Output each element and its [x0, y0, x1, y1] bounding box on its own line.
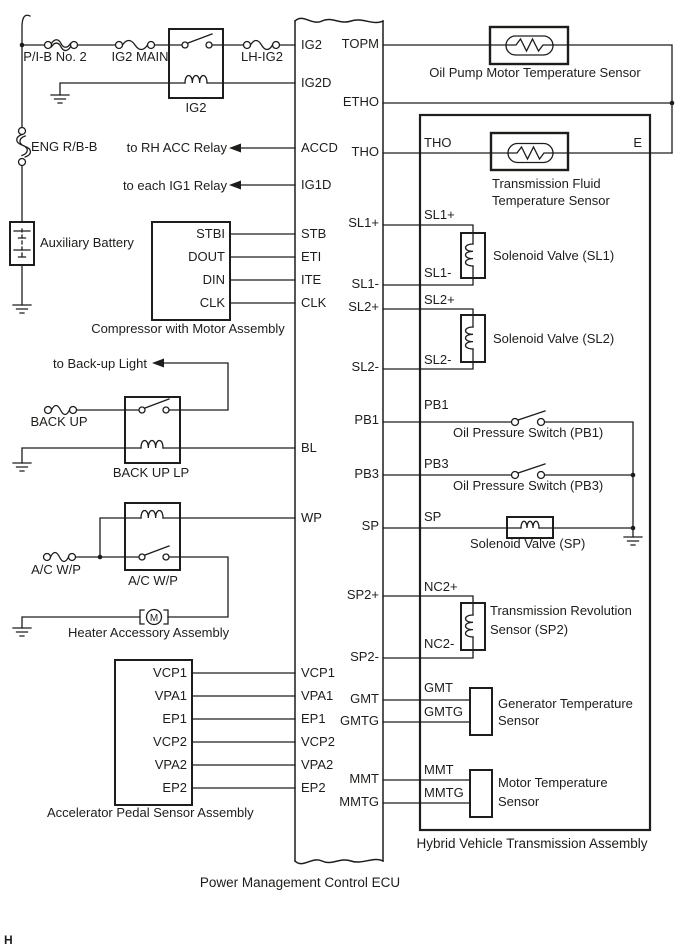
fuse-terminal: [45, 42, 52, 49]
sl2-coil-icon: [466, 327, 474, 349]
compressor-label: Compressor with Motor Assembly: [91, 321, 285, 336]
ecu-right-pin-labels: [339, 36, 379, 809]
sp2-label-line2: Sensor (SP2): [490, 622, 569, 637]
pb1-label: Oil Pressure Switch (PB1): [453, 425, 604, 440]
page-marker: H: [4, 933, 13, 947]
fusible-link-symbol: [17, 135, 31, 158]
trans-pin-e: E: [633, 135, 642, 150]
trans-pin-sp: SP: [424, 509, 442, 524]
generator-sensor-label-line1: Generator Temperature: [498, 696, 633, 711]
accel-pin-vcp2: VCP2: [153, 734, 187, 749]
ecu-pin-sp2-plus: SP2+: [346, 587, 379, 602]
relay-coil-icon: [185, 76, 207, 84]
ecu-pin-mmt: MMT: [349, 771, 379, 786]
ecu-pin-sl1-plus: SL1+: [348, 215, 379, 230]
ecu-left-pin-labels: [301, 37, 338, 795]
left-component-labels: [23, 49, 285, 820]
ground-icon: [624, 537, 642, 545]
left-arrow-icon: [229, 181, 241, 190]
battery-label: Auxiliary Battery: [40, 235, 134, 250]
fuse-symbol: [51, 553, 69, 562]
motor-sensor-label-line2: Sensor: [498, 794, 540, 809]
fuse-terminal: [70, 407, 77, 414]
ecu-pin-stb: STB: [301, 226, 327, 241]
fluid-sensor-box: [491, 133, 568, 170]
sp-coil-icon: [521, 521, 539, 528]
accel-pin-vcp1: VCP1: [153, 665, 187, 680]
relay-contact: [139, 407, 145, 413]
eng-rbb-label: ENG R/B-B: [31, 139, 98, 154]
accel-pin-vpa1: VPA1: [154, 688, 187, 703]
compressor-wires: [230, 234, 295, 303]
fuse-terminal: [148, 42, 155, 49]
trans-pin-gmt: GMT: [424, 680, 453, 695]
ecu-pin-ep2: EP2: [301, 780, 326, 795]
accelerator-label: Accelerator Pedal Sensor Assembly: [47, 805, 254, 820]
generator-sensor-box: [470, 688, 492, 735]
ground-icon: [13, 628, 31, 636]
fuse-terminal: [116, 42, 123, 49]
ecu-pin-ep1: EP1: [301, 711, 326, 726]
fuse-terminal: [19, 159, 26, 166]
accelerator-circuit: [115, 660, 295, 805]
acwp-fuse-label: A/C W/P: [31, 562, 81, 577]
junction-dot: [20, 43, 25, 48]
fluid-sensor-label-line2: Temperature Sensor: [492, 193, 610, 208]
ecu-pin-gmtg: GMTG: [340, 713, 379, 728]
fuse-terminal: [273, 42, 280, 49]
trans-pin-mmtg: MMTG: [424, 785, 464, 800]
motor-sensor-label-line1: Motor Temperature: [498, 775, 608, 790]
relay-contact: [163, 407, 169, 413]
ecu-pin-sl1-minus: SL1-: [351, 276, 379, 291]
backup-relay-label: BACK UP LP: [112, 465, 190, 480]
transmission-assembly-label: Hybrid Vehicle Transmission Assembly: [416, 836, 648, 851]
ecu-pin-eti: ETI: [301, 249, 322, 264]
motor-sensor-box: [470, 770, 492, 817]
relay-contact: [182, 42, 188, 48]
left-arrow-icon: [152, 359, 164, 368]
trans-pin-sl1-minus: SL1-: [424, 265, 452, 280]
trans-pin-sl1-plus: SL1+: [424, 207, 455, 222]
relay-references: [229, 144, 295, 190]
ecu-pin-vcp2: VCP2: [301, 734, 335, 749]
ecu-bus-top-wave: [295, 18, 383, 22]
fuse-terminal: [45, 407, 52, 414]
ecu-pin-gmt: GMT: [350, 691, 379, 706]
trans-pin-pb1: PB1: [424, 397, 449, 412]
generator-sensor-label-line2: Sensor: [498, 713, 540, 728]
relay-contact: [163, 554, 169, 560]
backup-relay-box: [125, 397, 180, 463]
compressor-pin-dout: DOUT: [188, 249, 225, 264]
sp-label: Solenoid Valve (SP): [470, 536, 586, 551]
ecu-pin-vpa2: VPA2: [301, 757, 334, 772]
fuse-terminal: [71, 42, 78, 49]
thermistor-zigzag-icon: [508, 147, 553, 159]
rh-acc-relay-ref-label: to RH ACC Relay: [126, 140, 227, 155]
ig1-relay-ref-label: to each IG1 Relay: [122, 178, 227, 193]
fusible-link-label: P/I-B No. 2: [23, 49, 87, 64]
ecu-pin-topm: TOPM: [341, 36, 379, 51]
backup-light-ref-label: to Back-up Light: [53, 356, 147, 371]
junction-dot: [98, 555, 103, 560]
compressor-pin-stbi: STBI: [196, 226, 225, 241]
oil-pump-sensor-label: Oil Pump Motor Temperature Sensor: [429, 65, 641, 80]
trans-pin-gmtg: GMTG: [424, 704, 463, 719]
fluid-sensor-label-line1: Transmission Fluid: [492, 176, 601, 191]
sp2-coil-icon: [466, 615, 474, 637]
ecu-pin-ig1d: IG1D: [301, 177, 332, 192]
motor-m-letter: M: [149, 613, 159, 624]
accelerator-wires: [192, 673, 295, 788]
ecu-bus-bottom-wave: [295, 859, 383, 863]
ecu-pin-sl2-minus: SL2-: [351, 359, 379, 374]
junction-dot: [670, 101, 675, 106]
ecu-pin-wp: WP: [301, 510, 322, 525]
accel-pin-vpa2: VPA2: [154, 757, 187, 772]
fuse-terminal: [69, 554, 76, 561]
left-arrow-icon: [229, 144, 241, 153]
ig2-relay-label: IG2: [185, 100, 207, 115]
ecu-pin-ig2d: IG2D: [301, 75, 332, 90]
fuse-terminal: [19, 128, 26, 135]
acwp-relay-box: [125, 503, 180, 570]
ecu-pin-sp2-minus: SP2-: [350, 649, 379, 664]
right-component-labels: [416, 65, 647, 851]
ecu-pin-tho: THO: [351, 144, 379, 159]
relay-contact: [206, 42, 212, 48]
acwp-relay-label: A/C W/P: [128, 573, 178, 588]
sl2-label: Solenoid Valve (SL2): [493, 331, 615, 346]
ground-icon: [13, 463, 31, 471]
thermistor-zigzag-icon: [506, 39, 553, 51]
accel-pin-ep1: EP1: [162, 711, 187, 726]
junction-dot: [631, 473, 636, 478]
ig2-main-fuse-label: IG2 MAIN: [111, 49, 169, 64]
pb3-label: Oil Pressure Switch (PB3): [453, 478, 604, 493]
sl1-coil-icon: [466, 244, 474, 266]
trans-pin-nc2-minus: NC2-: [424, 636, 455, 651]
ground-icon: [51, 95, 69, 103]
ecu-pin-sp: SP: [361, 518, 379, 533]
ecu-pin-pb1: PB1: [354, 412, 379, 427]
compressor-pin-clk: CLK: [199, 295, 225, 310]
compressor-pin-din: DIN: [202, 272, 225, 287]
trans-pin-tho: THO: [424, 135, 452, 150]
ecu-pin-sl2-plus: SL2+: [348, 299, 379, 314]
ecu-pin-bl: BL: [301, 440, 317, 455]
relay-coil-icon: [141, 511, 163, 519]
junction-dot: [631, 526, 636, 531]
trans-pin-pb3: PB3: [424, 456, 449, 471]
lh-ig2-fuse-label: LH-IG2: [241, 49, 283, 64]
heater-assembly-label: Heater Accessory Assembly: [68, 625, 230, 640]
ecu-pin-ig2: IG2: [301, 37, 322, 52]
sp2-label-line1: Transmission Revolution: [490, 603, 632, 618]
fuse-terminal: [244, 42, 251, 49]
accel-pin-ep2: EP2: [162, 780, 187, 795]
ground-icon: [13, 305, 31, 313]
trans-pin-nc2-plus: NC2+: [424, 579, 458, 594]
ecu-pin-etho: ETHO: [342, 94, 379, 109]
ecu-pin-clk: CLK: [301, 295, 327, 310]
trans-pin-sl2-minus: SL2-: [424, 352, 452, 367]
ecu-pin-ite: ITE: [301, 272, 322, 287]
relay-contact: [139, 554, 145, 560]
ecu-pin-vcp1: VCP1: [301, 665, 335, 680]
ecu-pin-accd: ACCD: [301, 140, 338, 155]
backup-fuse-label: BACK UP: [30, 414, 88, 429]
sl1-label: Solenoid Valve (SL1): [493, 248, 615, 263]
ecu-pin-pb3: PB3: [354, 466, 379, 481]
ecu-title: Power Management Control ECU: [199, 875, 401, 890]
fuse-terminal: [44, 554, 51, 561]
ecu-pin-vpa1: VPA1: [301, 688, 334, 703]
ecu-pin-mmtg: MMTG: [339, 794, 379, 809]
relay-coil-icon: [141, 441, 163, 449]
trans-pin-mmt: MMT: [424, 762, 454, 777]
trans-pin-sl2-plus: SL2+: [424, 292, 455, 307]
